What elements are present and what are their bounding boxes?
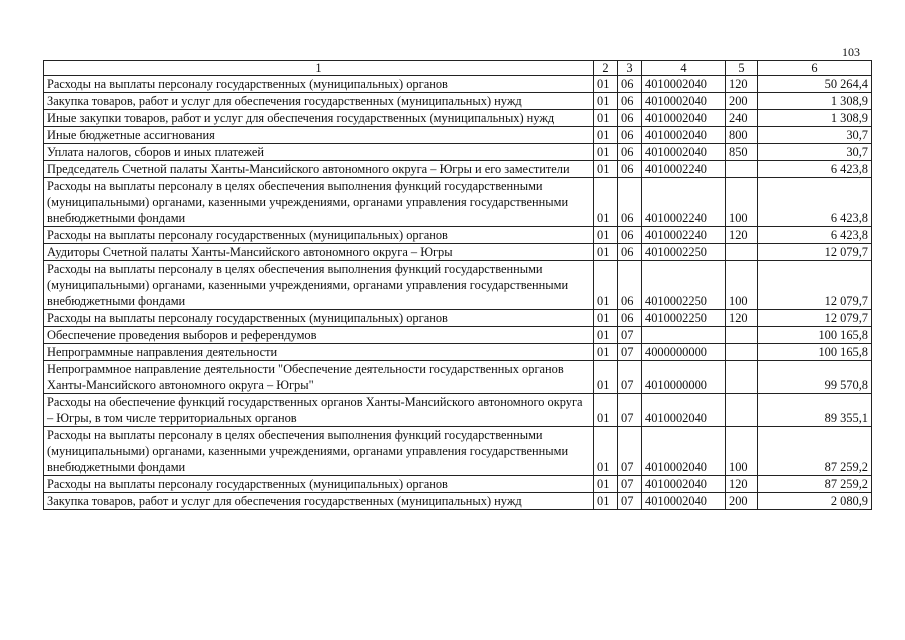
row-target-item: 4010002250: [642, 310, 726, 327]
row-section: 01: [594, 476, 618, 493]
row-expense-type: 800: [726, 127, 758, 144]
table-row: [44, 493, 872, 510]
row-amount: 30,7: [758, 144, 872, 161]
row-expense-type: 100: [726, 178, 758, 227]
table-row: [44, 127, 872, 144]
budget-table: [43, 60, 872, 510]
row-name: Закупка товаров, работ и услуг для обеспечения государственных (муниципальных) нужд: [44, 493, 594, 510]
row-section: 01: [594, 161, 618, 178]
row-name: Расходы на выплаты персоналу государственных (муниципальных) органов: [44, 310, 594, 327]
row-expense-type: 240: [726, 110, 758, 127]
row-section: 01: [594, 427, 618, 476]
row-name: Закупка товаров, работ и услуг для обеспечения государственных (муниципальных) нужд: [44, 93, 594, 110]
row-section: 01: [594, 493, 618, 510]
table-row: [44, 310, 872, 327]
row-amount: 6 423,8: [758, 178, 872, 227]
row-subsection: 06: [618, 76, 642, 93]
row-name: Уплата налогов, сборов и иных платежей: [44, 144, 594, 161]
header-col-5: 5: [726, 61, 758, 76]
row-amount: 12 079,7: [758, 310, 872, 327]
header-col-3: 3: [618, 61, 642, 76]
row-subsection: 06: [618, 227, 642, 244]
table-row: [44, 178, 872, 227]
row-subsection: 07: [618, 394, 642, 427]
row-target-item: 4010002040: [642, 394, 726, 427]
row-expense-type: 200: [726, 93, 758, 110]
row-target-item: 4010002240: [642, 227, 726, 244]
table-row: [44, 361, 872, 394]
row-subsection: 07: [618, 493, 642, 510]
row-amount: 2 080,9: [758, 493, 872, 510]
row-section: 01: [594, 394, 618, 427]
table-row: [44, 244, 872, 261]
row-section: 01: [594, 361, 618, 394]
row-target-item: 4010002240: [642, 178, 726, 227]
row-amount: 100 165,8: [758, 327, 872, 344]
table-row: [44, 476, 872, 493]
row-target-item: 4010002240: [642, 161, 726, 178]
table-row: [44, 344, 872, 361]
table-row: [44, 261, 872, 310]
row-target-item: 4010002040: [642, 110, 726, 127]
row-amount: 100 165,8: [758, 344, 872, 361]
row-expense-type: [726, 344, 758, 361]
table-row: [44, 110, 872, 127]
table-row: [44, 161, 872, 178]
table-header-row: [44, 61, 872, 76]
row-subsection: 06: [618, 93, 642, 110]
row-target-item: 4010002040: [642, 144, 726, 161]
row-target-item: 4010002250: [642, 261, 726, 310]
row-name: Иные закупки товаров, работ и услуг для обеспечения государственных (муниципальных) нужд: [44, 110, 594, 127]
row-subsection: 07: [618, 327, 642, 344]
row-subsection: 07: [618, 361, 642, 394]
row-subsection: 06: [618, 178, 642, 227]
row-name: Расходы на выплаты персоналу в целях обеспечения выполнения функций государственными (муниципальными) органами, казенными учреждениями, органами управления государственными внебюджетными фондами: [44, 178, 594, 227]
row-name: Расходы на выплаты персоналу в целях обеспечения выполнения функций государственными (муниципальными) органами, казенными учреждениями, органами управления государственными внебюджетными фондами: [44, 261, 594, 310]
row-subsection: 06: [618, 161, 642, 178]
row-expense-type: [726, 161, 758, 178]
row-amount: 30,7: [758, 127, 872, 144]
row-amount: 1 308,9: [758, 110, 872, 127]
row-expense-type: 120: [726, 476, 758, 493]
row-section: 01: [594, 244, 618, 261]
row-name: Аудиторы Счетной палаты Ханты-Мансийского автономного округа – Югры: [44, 244, 594, 261]
row-expense-type: 100: [726, 427, 758, 476]
header-col-2: 2: [594, 61, 618, 76]
row-amount: 6 423,8: [758, 227, 872, 244]
row-target-item: 4010002040: [642, 476, 726, 493]
row-expense-type: [726, 327, 758, 344]
row-expense-type: 100: [726, 261, 758, 310]
row-amount: 89 355,1: [758, 394, 872, 427]
table-row: [44, 93, 872, 110]
row-expense-type: 200: [726, 493, 758, 510]
table-row: [44, 144, 872, 161]
row-section: 01: [594, 227, 618, 244]
row-target-item: 4010002040: [642, 493, 726, 510]
table-row: [44, 76, 872, 93]
row-subsection: 06: [618, 110, 642, 127]
row-section: 01: [594, 327, 618, 344]
row-name: Расходы на обеспечение функций государственных органов Ханты-Мансийского автономного округа – Югры, в том числе территориальных органов: [44, 394, 594, 427]
row-section: 01: [594, 310, 618, 327]
row-amount: 12 079,7: [758, 244, 872, 261]
row-expense-type: [726, 361, 758, 394]
row-amount: 1 308,9: [758, 93, 872, 110]
table-row: [44, 394, 872, 427]
header-col-6: 6: [758, 61, 872, 76]
row-section: 01: [594, 344, 618, 361]
header-col-1: 1: [44, 61, 594, 76]
row-name: Непрограммные направления деятельности: [44, 344, 594, 361]
row-subsection: 07: [618, 427, 642, 476]
row-name: Расходы на выплаты персоналу государственных (муниципальных) органов: [44, 227, 594, 244]
row-expense-type: [726, 244, 758, 261]
row-target-item: 4010002040: [642, 93, 726, 110]
row-section: 01: [594, 110, 618, 127]
row-name: Расходы на выплаты персоналу государственных (муниципальных) органов: [44, 476, 594, 493]
table-row: [44, 427, 872, 476]
row-expense-type: 120: [726, 76, 758, 93]
row-subsection: 07: [618, 476, 642, 493]
row-target-item: 4010002040: [642, 127, 726, 144]
row-subsection: 06: [618, 310, 642, 327]
row-amount: 12 079,7: [758, 261, 872, 310]
row-subsection: 06: [618, 244, 642, 261]
row-section: 01: [594, 178, 618, 227]
row-name: Расходы на выплаты персоналу в целях обеспечения выполнения функций государственными (муниципальными) органами, казенными учреждениями, органами управления государственными внебюджетными фондами: [44, 427, 594, 476]
row-section: 01: [594, 76, 618, 93]
row-subsection: 06: [618, 144, 642, 161]
row-target-item: 4000000000: [642, 344, 726, 361]
row-name: Иные бюджетные ассигнования: [44, 127, 594, 144]
row-subsection: 06: [618, 127, 642, 144]
row-expense-type: [726, 394, 758, 427]
row-section: 01: [594, 93, 618, 110]
row-subsection: 06: [618, 261, 642, 310]
row-target-item: [642, 327, 726, 344]
row-amount: 6 423,8: [758, 161, 872, 178]
row-expense-type: 850: [726, 144, 758, 161]
table-row: [44, 327, 872, 344]
row-amount: 50 264,4: [758, 76, 872, 93]
row-amount: 87 259,2: [758, 476, 872, 493]
row-amount: 87 259,2: [758, 427, 872, 476]
row-name: Председатель Счетной палаты Ханты-Мансийского автономного округа – Югры и его заместители: [44, 161, 594, 178]
table-row: [44, 227, 872, 244]
row-expense-type: 120: [726, 310, 758, 327]
row-name: Расходы на выплаты персоналу государственных (муниципальных) органов: [44, 76, 594, 93]
row-target-item: 4010002040: [642, 76, 726, 93]
row-section: 01: [594, 144, 618, 161]
page-number: 103: [842, 45, 860, 59]
header-col-4: 4: [642, 61, 726, 76]
row-section: 01: [594, 127, 618, 144]
row-section: 01: [594, 261, 618, 310]
row-name: Непрограммное направление деятельности "Обеспечение деятельности государственных органов Ханты-Мансийского автономного округа – Югры": [44, 361, 594, 394]
row-target-item: 4010002250: [642, 244, 726, 261]
row-target-item: 4010002040: [642, 427, 726, 476]
row-amount: 99 570,8: [758, 361, 872, 394]
row-target-item: 4010000000: [642, 361, 726, 394]
row-name: Обеспечение проведения выборов и референдумов: [44, 327, 594, 344]
row-expense-type: 120: [726, 227, 758, 244]
row-subsection: 07: [618, 344, 642, 361]
